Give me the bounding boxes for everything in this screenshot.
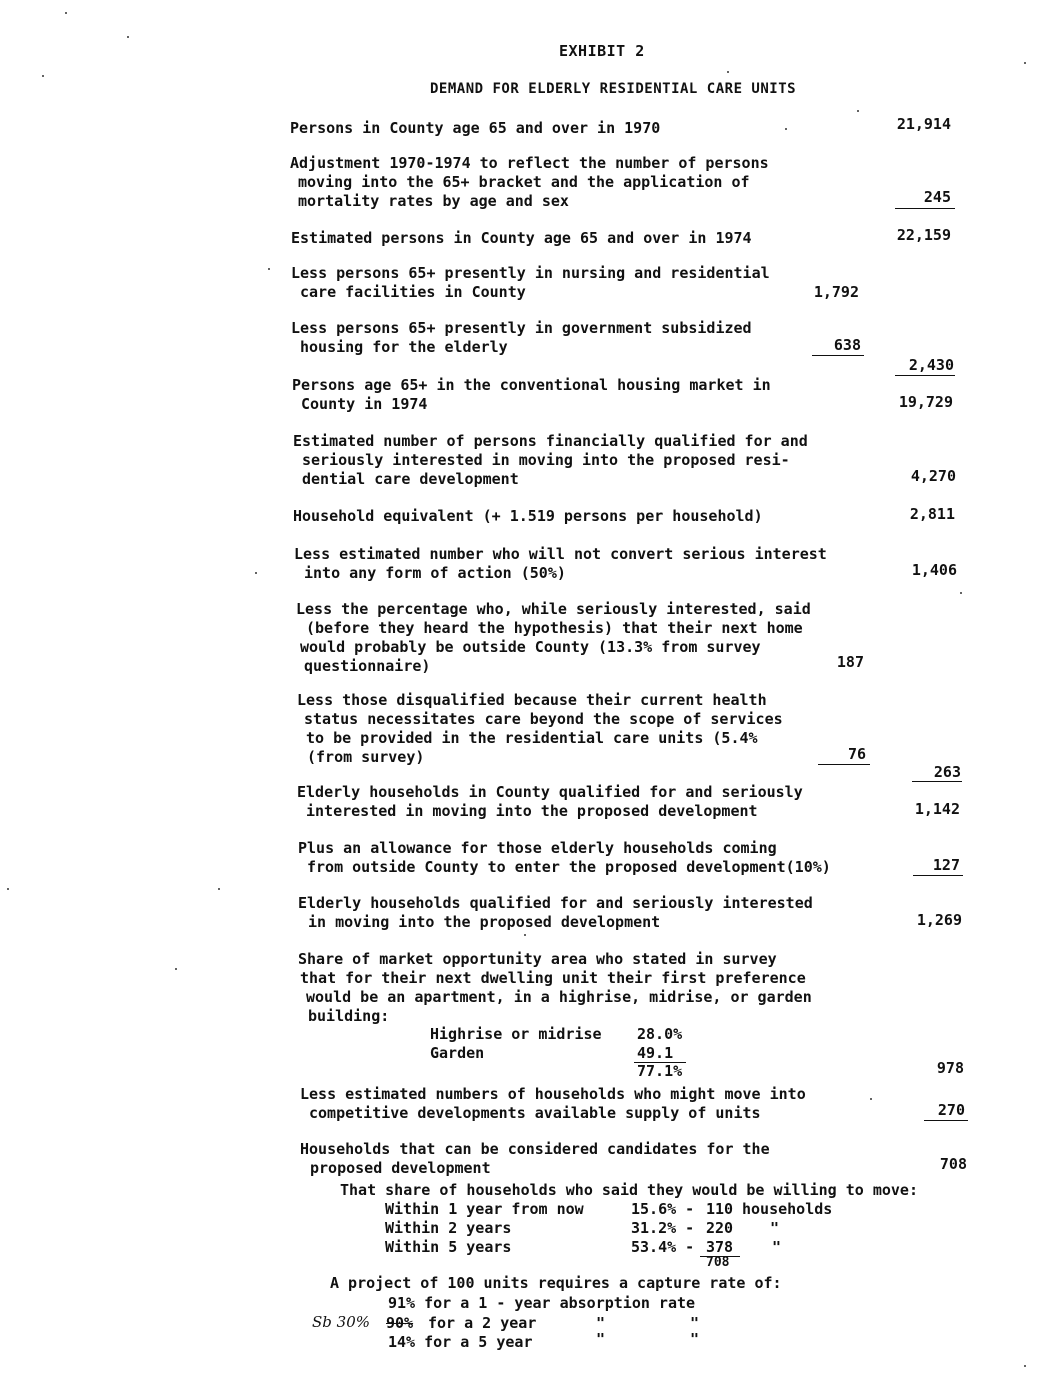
row-label-line: questionnaire) (304, 657, 431, 675)
ditto-mark: " (596, 1330, 606, 1348)
scan-speck (524, 934, 526, 936)
row-label-line: in moving into the proposed development (308, 913, 661, 931)
value-outside-allowance: 127 (932, 856, 960, 874)
scan-speck (857, 110, 859, 112)
value-elderly-households-county: 1,142 (914, 800, 960, 818)
row-label-line: Estimated number of persons financially qualified for and (293, 432, 808, 450)
row-subsidized-housing (291, 319, 752, 357)
underline-rule (812, 355, 864, 356)
row-label-line: Less persons 65+ presently in nursing and residential (291, 264, 770, 282)
row-label-line: moving into the 65+ bracket and the application of (298, 173, 750, 191)
row-label-line: housing for the elderly (300, 338, 508, 356)
row-label-line: Less those disqualified because their current health (297, 691, 767, 709)
row-label-line: Less the percentage who, while seriously interested, said (296, 600, 811, 618)
row-label-line: that for their next dwelling unit their first preference (300, 969, 806, 987)
row-conventional-market (292, 376, 771, 414)
scan-speck (175, 968, 177, 970)
garden-pct: 49.1 (637, 1044, 674, 1062)
scan-speck (1024, 1365, 1026, 1367)
subvalue-health: 76 (847, 745, 866, 763)
row-label-line: competitive developments available supply of units (309, 1104, 761, 1122)
value-competitive: 270 (937, 1101, 965, 1119)
scan-speck (727, 71, 729, 73)
row-label-line: seriously interested in moving into the proposed resi- (302, 451, 790, 469)
move-pct-3: 53.4% - (631, 1238, 695, 1256)
row-label-line: status necessitates care beyond the scope of services (304, 710, 783, 728)
value-conventional-market: 19,729 (898, 393, 953, 411)
ditto-mark: " (596, 1314, 606, 1332)
row-financially-qualified (293, 432, 808, 489)
highrise-label: Highrise or midrise (430, 1025, 602, 1043)
move-label-3: Within 5 years (385, 1238, 512, 1256)
total-pct: 77.1% (637, 1062, 683, 1080)
subvalue-subsidized: 638 (833, 336, 861, 354)
row-adjustment (290, 154, 769, 211)
underline-rule (895, 375, 955, 376)
row-nursing-facilities (291, 264, 770, 302)
row-label-line: to be provided in the residential care units (5.4% (306, 729, 758, 747)
scan-speck (785, 128, 787, 130)
struck-percent: 90% (386, 1314, 414, 1332)
value-persons-1970: 21,914 (896, 115, 951, 133)
move-label-1: Within 1 year from now (385, 1200, 584, 1218)
row-label-line: Less persons 65+ presently in government subsidized (291, 319, 752, 337)
row-label-line: building: (308, 1007, 390, 1025)
underline-rule (924, 1120, 968, 1121)
exhibit-label: EXHIBIT 2 (559, 42, 645, 60)
row-label-line: dential care development (302, 470, 519, 488)
value-market-share: 978 (936, 1059, 964, 1077)
row-label-line: Adjustment 1970-1974 to reflect the number of persons (290, 154, 769, 172)
row-market-share (298, 950, 812, 1026)
move-count-2: 220 (706, 1219, 734, 1237)
value-no-conversion: 1,406 (911, 561, 957, 579)
underline-rule (913, 875, 963, 876)
move-unit-1: households (742, 1200, 833, 1218)
scan-speck (268, 268, 270, 270)
value-less-total-2: 263 (933, 763, 961, 781)
row-label-line: Elderly households qualified for and seriously interested (298, 894, 813, 912)
row-label-line: would probably be outside County (13.3% from survey (300, 638, 761, 656)
subvalue-outside-county: 187 (836, 653, 864, 671)
scan-speck (218, 888, 220, 890)
row-outside-allowance (298, 839, 831, 877)
row-label-line: Estimated persons in County age 65 and over in 1974 (291, 229, 752, 247)
row-label-line: mortality rates by age and sex (298, 192, 569, 210)
scan-speck (1024, 62, 1026, 64)
scan-speck (255, 572, 257, 574)
subvalue-nursing: 1,792 (813, 283, 859, 301)
move-unit-3: " (772, 1238, 782, 1256)
scan-speck (42, 75, 44, 77)
ditto-mark: " (690, 1314, 700, 1332)
row-estimated-1974 (291, 229, 752, 248)
scan-speck (960, 592, 962, 594)
move-intro: That share of households who said they would be willing to move: (340, 1181, 918, 1199)
row-label-line: Persons in County age 65 and over in 1970 (290, 119, 661, 137)
row-health-disqualified (297, 691, 783, 767)
garden-label: Garden (430, 1044, 485, 1062)
row-label-line: would be an apartment, in a highrise, midrise, or garden (306, 988, 812, 1006)
move-pct-1: 15.6% - (631, 1200, 695, 1218)
capture-line-1: 91% for a 1 - year absorption rate (388, 1294, 696, 1312)
scan-speck (65, 12, 67, 14)
value-elderly-households-qualified: 1,269 (916, 911, 962, 929)
value-adjustment: 245 (923, 188, 951, 206)
move-count-3: 378 (706, 1238, 734, 1256)
page-title: DEMAND FOR ELDERLY RESIDENTIAL CARE UNITS (430, 81, 797, 97)
row-competitive-developments (300, 1085, 806, 1123)
underline-rule (912, 781, 962, 782)
value-candidate-households: 708 (939, 1155, 967, 1173)
ditto-mark: " (690, 1330, 700, 1348)
move-pct-2: 31.2% - (631, 1219, 695, 1237)
move-count-1: 110 (706, 1200, 734, 1218)
row-label-line: Households that can be considered candidates for the (300, 1140, 770, 1158)
row-label-line: Less estimated numbers of households who might move into (300, 1085, 806, 1103)
row-label-line: Plus an allowance for those elderly households coming (298, 839, 777, 857)
row-label-line: care facilities in County (300, 283, 526, 301)
row-label-line: Elderly households in County qualified for and seriously (297, 783, 803, 801)
capture-line-3: 14% for a 5 year (388, 1333, 533, 1351)
row-label-line: Share of market opportunity area who stated in survey (298, 950, 777, 968)
row-persons-1970 (290, 119, 660, 138)
scan-speck (870, 1098, 872, 1100)
row-label-line: Persons age 65+ in the conventional housing market in (292, 376, 771, 394)
handwritten-note: Sb 30% (312, 1313, 370, 1331)
underline-rule (818, 764, 870, 765)
row-label-line: County in 1974 (301, 395, 428, 413)
row-label-line: from outside County to enter the proposed development(10%) (307, 858, 831, 876)
row-candidate-households (300, 1140, 770, 1178)
row-household-equivalent (293, 507, 763, 526)
scan-speck (127, 36, 129, 38)
row-elderly-households-county (297, 783, 803, 821)
move-unit-2: " (770, 1219, 780, 1237)
scan-speck (7, 888, 9, 890)
capture-intro: A project of 100 units requires a capture rate of: (330, 1274, 782, 1292)
row-label-line: Less estimated number who will not convert serious interest (294, 545, 827, 563)
value-estimated-1974: 22,159 (896, 226, 951, 244)
move-label-2: Within 2 years (385, 1219, 512, 1237)
move-total: 708 (706, 1255, 730, 1270)
row-label-line: proposed development (310, 1159, 491, 1177)
row-no-conversion (294, 545, 827, 583)
value-household-equivalent: 2,811 (909, 505, 955, 523)
underline-rule (895, 208, 955, 209)
row-label-line: into any form of action (50%) (304, 564, 566, 582)
highrise-pct: 28.0% (637, 1025, 683, 1043)
row-elderly-households-qualified (298, 894, 813, 932)
row-label-line: Household equivalent (+ 1.519 persons per household) (293, 507, 763, 525)
value-financially-qualified: 4,270 (910, 467, 956, 485)
capture-line-2: for a 2 year (428, 1314, 537, 1332)
row-outside-county (296, 600, 811, 676)
value-less-total: 2,430 (908, 356, 954, 374)
row-label-line: (from survey) (307, 748, 425, 766)
row-label-line: interested in moving into the proposed development (306, 802, 758, 820)
row-label-line: (before they heard the hypothesis) that their next home (306, 619, 803, 637)
